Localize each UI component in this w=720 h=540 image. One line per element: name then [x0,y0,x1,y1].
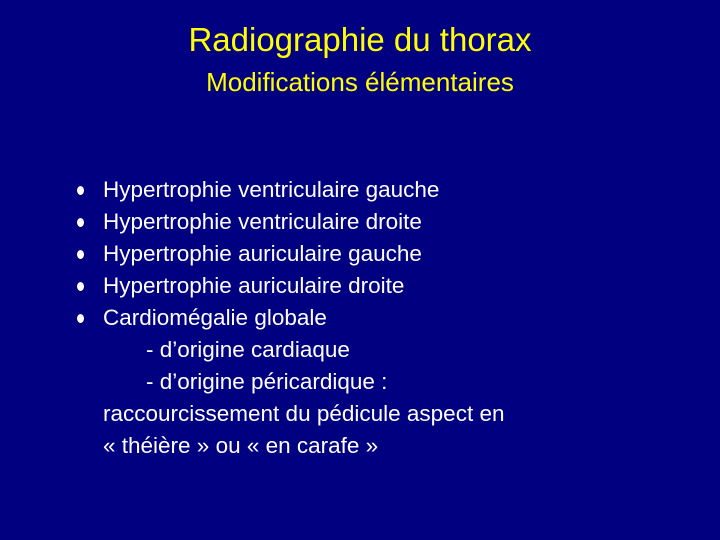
bullet-icon [77,186,84,195]
list-item-text: Cardiomégalie globale [103,305,327,330]
continuation-line: raccourcissement du pédicule aspect en [103,401,505,426]
list-item-text: Hypertrophie auriculaire droite [103,273,405,298]
list-item [76,238,696,270]
list-item [76,302,696,462]
bullet-icon [77,282,84,291]
list-item-text: Hypertrophie ventriculaire droite [103,209,422,234]
sub-item: - d’origine cardiaque [146,337,350,362]
list-item [76,174,696,206]
list-item [76,206,696,238]
bullet-icon [77,314,84,323]
slide-subtitle: Modifications élémentaires [206,67,514,97]
list-item-text: Hypertrophie auriculaire gauche [103,241,422,266]
continuation-line: « théière » ou « en carafe » [103,433,379,458]
sub-item: - d’origine péricardique : [146,369,388,394]
list-item [76,270,696,302]
bullet-icon [77,250,84,259]
bullet-list [76,174,696,462]
list-item-text: Hypertrophie ventriculaire gauche [103,177,440,202]
bullet-icon [77,218,84,227]
slide-title: Radiographie du thorax [188,21,532,58]
